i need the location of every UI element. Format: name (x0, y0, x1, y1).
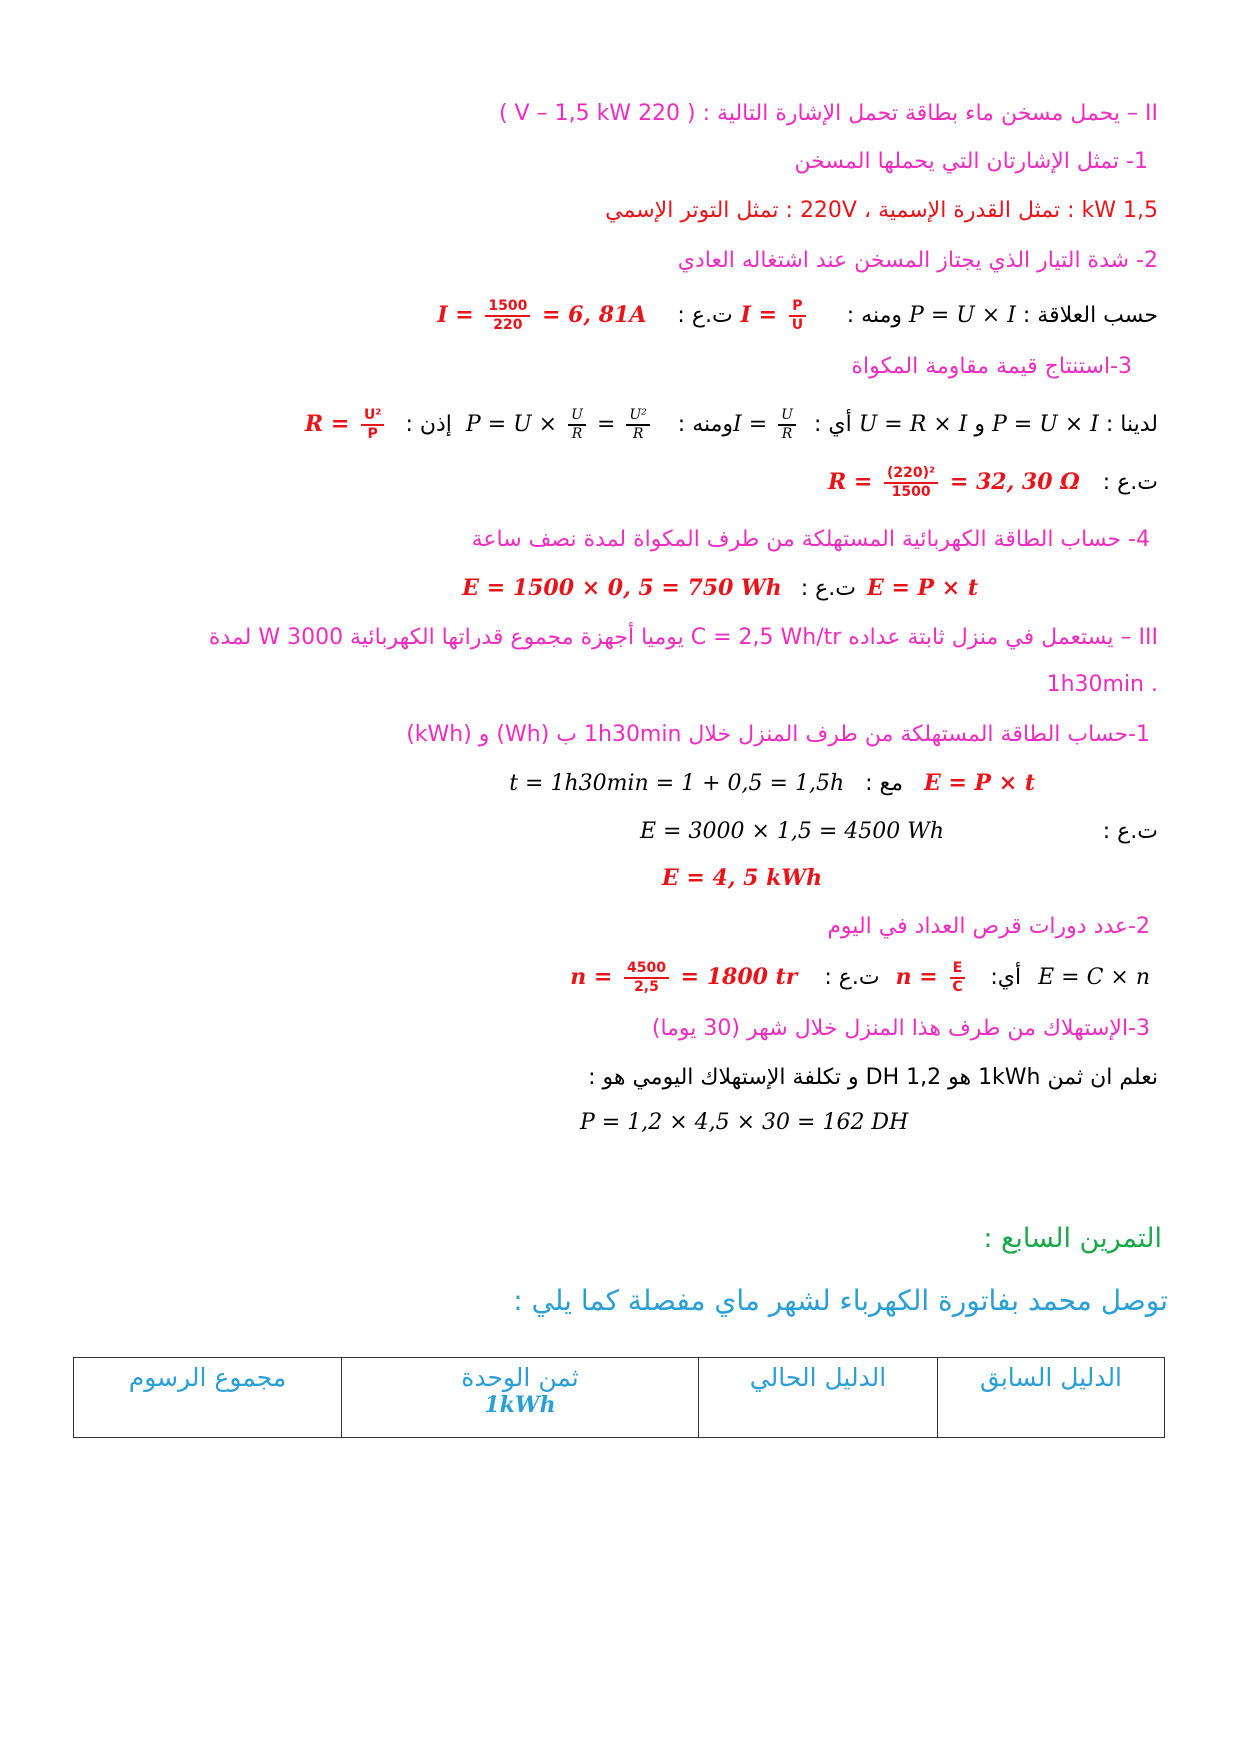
energy-formula: E = P × t (924, 770, 1035, 796)
that-label: أي : (813, 412, 852, 437)
header-unit-price: ثمن الوحدة 1kWh (342, 1358, 699, 1438)
current-from-ohm: I = $\frac{U}{R}$ (733, 412, 807, 437)
numeric-app-label: ت.ع : (1102, 470, 1158, 495)
current-result: I = $\frac{1500}{220}$ = 6, 81A (437, 298, 647, 333)
part2-q4: 4- حساب الطاقة الكهربائية المستهلكة من طرف المكواة لمدة نصف ساعة (471, 527, 1150, 552)
part2-heading: II – يحمل مسخن ماء بطاقة تحمل الإشارة التالية : ( 220 V – 1,5 kW ) (498, 101, 1158, 126)
so-label: إذن : (405, 412, 452, 437)
power-formula: P = U × I (909, 303, 1016, 328)
then-label: ومنه : (677, 412, 734, 437)
with-label: مع : (865, 771, 904, 796)
power-formula: P = U × I (992, 412, 1099, 437)
relation-label: حسب العلاقة : (1022, 303, 1158, 328)
part2-q3: 3-استنتاج قيمة مقاومة المكواة (851, 354, 1132, 379)
unit-kwh: 1kWh (484, 1392, 556, 1418)
then-label: ومنه : (846, 303, 903, 328)
and-label: و (974, 412, 985, 437)
numeric-app-label: ت.ع : (677, 303, 733, 328)
energy-formula: E = P × t (867, 575, 978, 601)
header-total-charges: مجموع الرسوم (74, 1358, 342, 1438)
current-formula: I = $\frac{P}{U}$ (741, 303, 818, 328)
part3-q2-formula-line (570, 955, 1150, 1000)
part3-q1-calc: E = 3000 × 1,5 = 4500 Wh (640, 819, 945, 844)
part2-q1: 1- تمثل الإشارتان التي يحملها المسخن (794, 149, 1148, 174)
part3-q2: 2-عدد دورات قرص العداد في اليوم (827, 914, 1150, 939)
header-current-index: الدليل الحالي (699, 1358, 938, 1438)
time-conversion: t = 1h30min = 1 + 0,5 = 1,5h (509, 771, 845, 796)
header-previous-index: الدليل السابق (938, 1358, 1165, 1438)
part2-q3-result-line (828, 460, 1158, 505)
part3-heading-line1: III – يستعمل في منزل ثابتة عداده C = 2,5 Wh/tr يوميا أجهزة مجموع قدراتها الكهربائية W 3000 لمدة (208, 625, 1158, 650)
energy-counter-formula: E = C × n (1038, 965, 1150, 990)
part3-q1-num-app: ت.ع : (1102, 819, 1158, 844)
bill-table (73, 1357, 1165, 1438)
exercise7-title: التمرين السابع : (983, 1223, 1162, 1254)
turns-result: n = $\frac{4500}{2,5}$ = 1800 tr (570, 960, 798, 995)
numeric-app-label: ت.ع : (800, 576, 857, 601)
turns-formula: n = $\frac{E}{C}$ (896, 965, 978, 990)
energy-result: E = 1500 × 0, 5 = 750 Wh (462, 575, 782, 601)
part3-q3: 3-الإستهلاك من طرف هذا المنزل خلال شهر (30 يوما) (651, 1016, 1150, 1041)
numeric-app-label: ت.ع : (824, 965, 880, 990)
power-substitution: P = U × $\frac{U}{R}$ = $\frac{\text{U²}}{R}$ (466, 412, 661, 437)
part3-q1-formula-line (509, 768, 1035, 799)
part3-q3-text: نعلم ان ثمن 1kWh هو 1,2 DH و تكلفة الإستهلاك اليومي هو : (588, 1065, 1158, 1090)
part2-q3-formula-line (305, 402, 1158, 447)
part3-q3-calc: P = 1,2 × 4,5 × 30 = 162 DH (580, 1110, 909, 1135)
part3-heading-line2: . 1h30min (1046, 672, 1158, 697)
we-have-label: لدينا : (1105, 412, 1158, 437)
part2-q2: 2- شدة التيار الذي يجتاز المسخن عند اشتغاله العادي (677, 248, 1158, 273)
resistance-result: R = $\frac{\text{(220)²}}{1500}$ = 32, 30 Ω (827, 465, 1080, 500)
part2-q4-result-line (462, 573, 978, 604)
part2-q2-formula-line (437, 293, 1158, 338)
ohm-formula: U = R × I (858, 412, 968, 437)
part3-q1-result: E = 4, 5 kWh (662, 865, 823, 891)
part3-q1: 1-حساب الطاقة المستهلكة من طرف المنزل خلال 1h30min ب (Wh) و (kWh) (406, 722, 1150, 747)
that-label: أي: (990, 965, 1022, 990)
part2-q1-answer: 1,5 kW : تمثل القدرة الإسمية ، 220V : تمثل التوتر الإسمي (605, 198, 1158, 223)
resistance-formula: R = $\frac{\text{U²}}{P}$ (305, 412, 389, 437)
table-row (74, 1358, 1165, 1438)
exercise7-intro: توصل محمد بفاتورة الكهرباء لشهر ماي مفصلة كما يلي : (513, 1284, 1168, 1317)
